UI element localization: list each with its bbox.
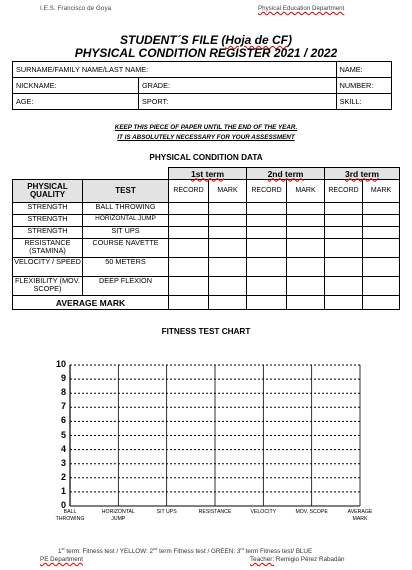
age-field[interactable]: AGE: [13,94,139,110]
score-cell[interactable] [169,296,209,310]
y-tick-label: 4 [60,443,66,454]
test-cell: SIT UPS [83,227,169,239]
data-section-title: PHYSICAL CONDITION DATA [149,153,263,162]
score-cell[interactable] [363,296,400,310]
y-tick-label: 5 [60,429,66,440]
score-cell[interactable] [325,296,363,310]
blank-corner [13,168,169,180]
quality-cell: FLEXIBILITY (MOV. SCOPE) [13,277,83,296]
test-cell: BALL THROWING [83,203,169,215]
score-cell[interactable] [209,227,247,239]
score-cell[interactable] [209,258,247,277]
test-header: TEST [83,180,169,203]
score-cell[interactable] [287,277,325,296]
register-title: PHYSICAL CONDITION REGISTER 2021 / 2022 [74,46,338,60]
t2-record-header: RECORD [247,180,287,203]
score-cell[interactable] [325,203,363,215]
file-title-underlined: Hoja de CF [225,33,288,47]
physical-condition-table [12,167,400,310]
notice-line-2: IT IS ABSOLUTELY NECESSARY FOR YOUR ASSESSMENT [117,134,295,141]
sport-field[interactable]: SPORT: [139,94,337,110]
x-category-label: VELOCITY [250,509,277,515]
term-1-header: 1st term [169,168,247,180]
y-tick-label: 6 [60,415,66,426]
footer-department: PE Department [40,556,84,563]
score-cell[interactable] [287,203,325,215]
score-cell[interactable] [363,258,400,277]
score-cell[interactable] [247,258,287,277]
score-cell[interactable] [169,277,209,296]
test-cell: COURSE NAVETTE [83,239,169,258]
test-cell: HORIZONTAL JUMP [83,215,169,227]
y-tick-label: 7 [60,401,66,412]
notice-line-1: KEEP THIS PIECE OF PAPER UNTIL THE END OF THE YEAR. [114,124,298,131]
score-cell[interactable] [363,239,400,258]
x-category-label: SIT UPS [156,509,177,515]
score-cell[interactable] [169,203,209,215]
school-name: I.E.S. Francisco de Goya [40,5,112,12]
grade-field[interactable]: GRADE: [139,78,337,94]
score-cell[interactable] [169,227,209,239]
score-cell[interactable] [325,258,363,277]
score-cell[interactable] [287,239,325,258]
y-tick-label: 10 [55,359,66,369]
y-tick-label: 8 [60,387,66,398]
skill-field[interactable]: SKILL: [336,94,391,110]
name-field[interactable]: NAME: [336,62,391,78]
x-category-label: BALL THROWING [55,509,85,522]
file-title-pre: STUDENT´S FILE ( [120,33,226,47]
score-cell[interactable] [363,277,400,296]
score-cell[interactable] [363,215,400,227]
file-title-post: ) [288,33,292,47]
term-3-header: 3rd term [325,168,400,180]
score-cell[interactable] [287,215,325,227]
quality-header: PHYSICAL QUALITY [13,180,83,203]
y-tick-label: 1 [60,485,66,496]
score-cell[interactable] [247,203,287,215]
x-category-label: MOV. SCOPE [295,509,328,515]
score-cell[interactable] [287,258,325,277]
t1-mark-header: MARK [209,180,247,203]
quality-cell: STRENGTH [13,227,83,239]
score-cell[interactable] [247,277,287,296]
term-2-header: 2nd term [247,168,325,180]
score-cell[interactable] [209,215,247,227]
score-cell[interactable] [325,239,363,258]
t3-record-header: RECORD [325,180,363,203]
t3-mark-header: MARK [363,180,400,203]
legend-text: 1st term: Fitness test / YELLOW: 2nd term Fitness test / GREEN: 3rd term Fitness test/ BLUE [58,546,313,556]
number-field[interactable]: NUMBER: [336,78,391,94]
quality-cell: STRENGTH [13,215,83,227]
y-tick-label: 3 [60,457,66,468]
x-category-label: HORIZONTAL JUMP [101,509,135,522]
quality-cell: VELOCITY / SPEED [13,258,83,277]
quality-cell: RESISTANCE (STAMINA) [13,239,83,258]
nickname-field[interactable]: NICKNAME: [13,78,139,94]
y-tick-label: 9 [60,373,66,384]
score-cell[interactable] [247,227,287,239]
student-info-table [12,61,392,110]
score-cell[interactable] [363,203,400,215]
chart-title: FITNESS TEST CHART [161,327,251,336]
score-cell[interactable] [325,215,363,227]
footer-teacher: Teacher: Remigio Pérez Rabadán [250,556,345,563]
score-cell[interactable] [169,258,209,277]
score-cell[interactable] [169,239,209,258]
score-cell[interactable] [325,277,363,296]
score-cell[interactable] [169,215,209,227]
score-cell[interactable] [287,227,325,239]
t1-record-header: RECORD [169,180,209,203]
quality-cell: STRENGTH [13,203,83,215]
surname-field[interactable]: SURNAME/FAMILY NAME/LAST NAME: [13,62,337,78]
score-cell[interactable] [209,239,247,258]
score-cell[interactable] [363,227,400,239]
y-tick-label: 0 [60,500,66,510]
score-cell[interactable] [209,277,247,296]
y-tick-label: 2 [60,471,66,482]
department-name: Physical Education Department [258,5,345,12]
x-category-label: RESISTANCE [198,509,232,515]
test-cell: DEEP FLEXION [83,277,169,296]
score-cell[interactable] [209,203,247,215]
fitness-chart[interactable] [0,356,412,556]
t2-mark-header: MARK [287,180,325,203]
score-cell[interactable] [209,296,247,310]
test-cell: 50 METERS [83,258,169,277]
score-cell[interactable] [325,227,363,239]
score-cell[interactable] [247,215,287,227]
x-category-label: AVERAGE MARK [347,509,373,522]
score-cell[interactable] [247,296,287,310]
score-cell[interactable] [247,239,287,258]
score-cell[interactable] [287,296,325,310]
average-mark-label: AVERAGE MARK [13,296,169,310]
